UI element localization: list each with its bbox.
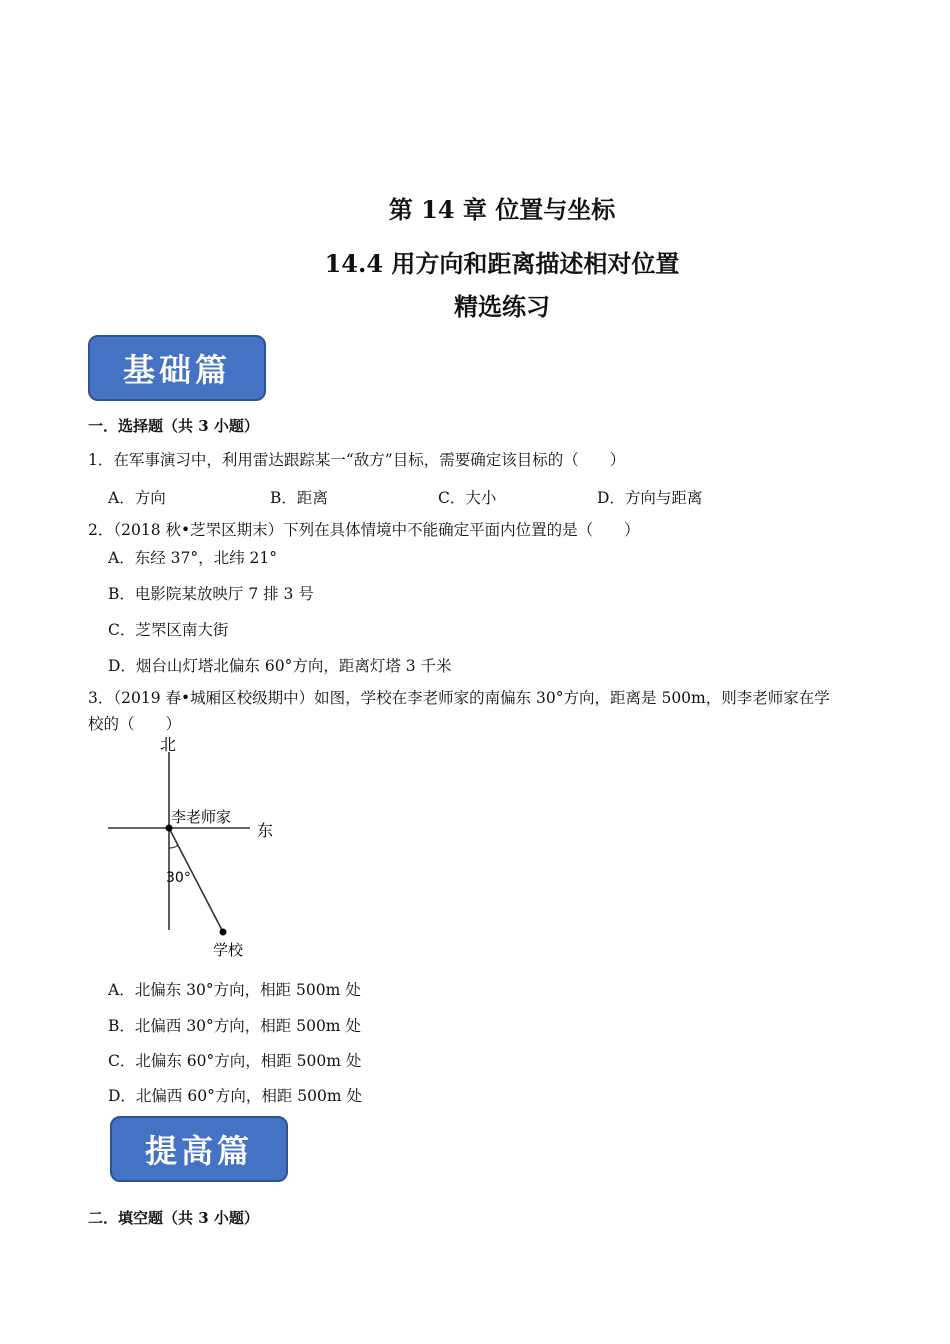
q1-option-d: D．方向与距离 (597, 489, 703, 507)
chapter-title: 第 14 章 位置与坐标 (388, 195, 616, 224)
q2-option-a: A．东经 37°，北纬 21° (108, 549, 277, 567)
q2-option-d: D．烟台山灯塔北偏东 60°方向，距离灯塔 3 千米 (108, 657, 452, 675)
lesson-title: 14.4 用方向和距离描述相对位置 (324, 249, 680, 278)
basic-badge: 基础篇 (88, 335, 266, 401)
subtitle: 精选练习 (454, 292, 550, 321)
east-label: 东 (257, 821, 274, 840)
question-1: 1．在军事演习中，利用雷达跟踪某一“敌方”目标，需要确定该目标的（ ） (88, 451, 626, 469)
q3-option-c: C．北偏东 60°方向，相距 500m 处 (108, 1052, 362, 1070)
q1-option-a: A．方向 (108, 489, 166, 507)
north-label: 北 (160, 735, 177, 754)
section-heading-fill: 二．填空题（共 3 小题） (88, 1209, 259, 1227)
question-2: 2．（2018 秋•芝罘区期末）下列在具体情境中不能确定平面内位置的是（ ） (88, 521, 640, 539)
school-label: 学校 (213, 941, 244, 959)
question-3-line-2: 校的（ ） (88, 715, 182, 733)
angle-arc (169, 845, 178, 848)
school-point (220, 929, 227, 936)
q2-option-c: C．芝罘区南大街 (108, 621, 229, 639)
q1-option-b: B．距离 (270, 489, 328, 507)
advanced-badge: 提高篇 (110, 1116, 288, 1182)
question-3-line-1: 3．（2019 春•城厢区校级期中）如图，学校在李老师家的南偏东 30°方向，距离是 500m，则李老师家在学 (88, 689, 830, 707)
section-heading-choice: 一．选择题（共 3 小题） (88, 417, 259, 435)
direction-figure (100, 730, 320, 962)
home-label: 李老师家 (171, 808, 232, 826)
q1-option-c: C．大小 (438, 489, 497, 507)
q3-option-a: A．北偏东 30°方向，相距 500m 处 (108, 981, 361, 999)
q2-option-b: B．电影院某放映厅 7 排 3 号 (108, 585, 314, 603)
q3-option-b: B．北偏西 30°方向，相距 500m 处 (108, 1017, 361, 1035)
angle-label: 30° (166, 870, 191, 886)
q3-option-d: D．北偏西 60°方向，相距 500m 处 (108, 1087, 362, 1105)
